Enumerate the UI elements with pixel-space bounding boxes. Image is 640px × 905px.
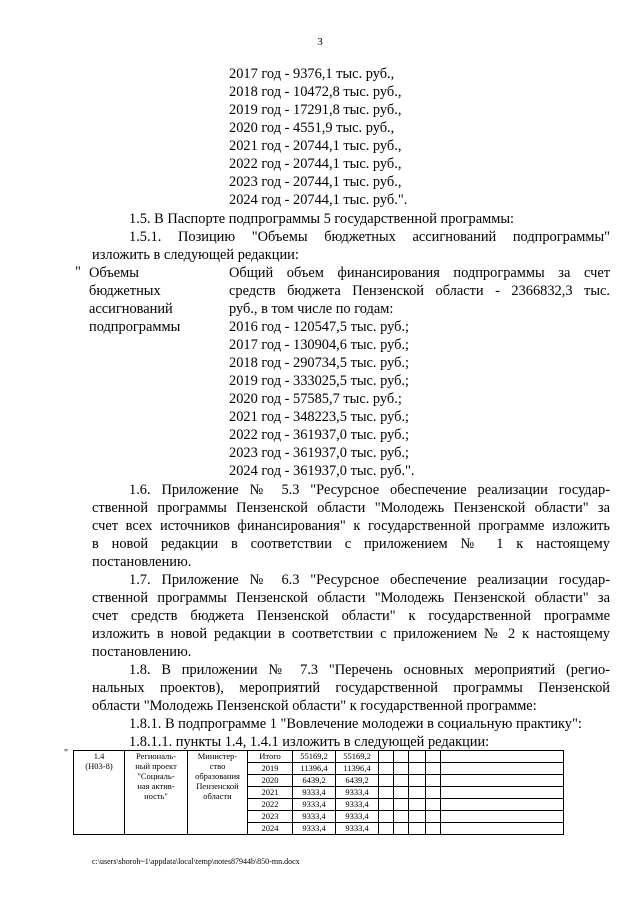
value-cell: 55169,2 (336, 751, 379, 763)
value-cell: 9333,4 (336, 811, 379, 823)
paragraph-1-7-line: ственной программы Пензенской области "Молодежь Пензенской области" за (92, 590, 610, 606)
quote-mark: " (75, 264, 81, 280)
funding-year-line: 2024 год - 20744,1 тыс. руб.". (229, 192, 408, 208)
value-cell: 11396,4 (293, 763, 336, 775)
paragraph-1-7-line: изложить в новой редакции в соответствии с приложением № 2 к настоящему (92, 626, 610, 642)
year-cell: 2019 (248, 763, 293, 775)
paragraph-1-6-line: счет всех источников финансирования" к государственной программе изложить (92, 518, 610, 534)
year-cell: 2021 (248, 787, 293, 799)
year-cell: 2020 (248, 775, 293, 787)
activities-table (73, 750, 564, 835)
executor-cell: Министер- ство образования Пензенской области (188, 751, 248, 835)
value-cell: 6439,2 (336, 775, 379, 787)
position-text-line: средств бюджета Пензенской области - 2366832,3 тыс. (229, 283, 610, 299)
value-cell: 9333,4 (293, 799, 336, 811)
project-cell: Региональ- ный проект "Социаль- ная актив- ность" (125, 751, 188, 835)
position-label-line: подпрограммы (89, 319, 181, 335)
value-cell: 55169,2 (293, 751, 336, 763)
value-cell: 6439,2 (293, 775, 336, 787)
position-year-line: 2017 год - 130904,6 тыс. руб.; (229, 337, 410, 353)
value-cell: 9333,4 (293, 823, 336, 835)
position-label-line: ассигнований (89, 301, 173, 317)
value-cell: 9333,4 (336, 799, 379, 811)
table-quote-mark: " (64, 748, 69, 759)
paragraph-1-6-line: ственной программы Пензенской области "Молодежь Пензенской области" за (92, 500, 610, 516)
paragraph-1-7-line: 1.7. Приложение № 6.3 "Ресурсное обеспечение реализации государ- (129, 572, 610, 588)
year-cell: 2024 (248, 823, 293, 835)
value-cell: 11396,4 (336, 763, 379, 775)
paragraph-1-8-line: 1.8. В приложении № 7.3 "Перечень основных мероприятий (регио- (129, 662, 610, 678)
value-cell: 9333,4 (336, 823, 379, 835)
value-cell: 9333,4 (336, 787, 379, 799)
position-year-line: 2018 год - 290734,5 тыс. руб.; (229, 355, 410, 371)
paragraph-1-7-line: постановлению. (92, 644, 192, 660)
paragraph-1-6-line: 1.6. Приложение № 5.3 "Ресурсное обеспечение реализации государ- (129, 482, 610, 498)
funding-year-line: 2023 год - 20744,1 тыс. руб., (229, 174, 402, 190)
funding-year-line: 2018 год - 10472,8 тыс. руб., (229, 84, 402, 100)
year-cell: Итого (248, 751, 293, 763)
position-year-line: 2023 год - 361937,0 тыс. руб.; (229, 445, 410, 461)
position-year-line: 2020 год - 57585,7 тыс. руб.; (229, 391, 402, 407)
position-text-line: Общий объем финансирования подпрограммы за счет (229, 265, 610, 281)
file-path-footer: c:\users\shoroh~1\appdata\local\temp\notes87944b\850-mn.docx (92, 857, 300, 866)
position-label-line: бюджетных (89, 283, 161, 299)
funding-year-line: 2021 год - 20744,1 тыс. руб., (229, 138, 402, 154)
paragraph-1-5-1-line: изложить в следующей редакции: (92, 247, 299, 263)
funding-year-line: 2020 год - 4551,9 тыс. руб., (229, 120, 395, 136)
paragraph-1-8-line: области "Молодежь Пензенской области" к государственной программе: (92, 698, 537, 714)
value-cell: 9333,4 (293, 811, 336, 823)
funding-year-line: 2022 год - 20744,1 тыс. руб., (229, 156, 402, 172)
year-cell: 2022 (248, 799, 293, 811)
item-number-cell: 1.4 (Н03-8) (74, 751, 125, 835)
year-cell: 2023 (248, 811, 293, 823)
funding-year-line: 2019 год - 17291,8 тыс. руб., (229, 102, 402, 118)
paragraph-1-6-line: постановлению. (92, 554, 192, 570)
paragraph-1-8-1: 1.8.1. В подпрограмме 1 "Вовлечение молодежи в социальную практику": (129, 716, 582, 732)
position-year-line: 2022 год - 361937,0 тыс. руб.; (229, 427, 410, 443)
paragraph-1-8-1-1: 1.8.1.1. пункты 1.4, 1.4.1 изложить в следующей редакции: (129, 734, 490, 750)
value-cell: 9333,4 (293, 787, 336, 799)
position-year-line: 2019 год - 333025,5 тыс. руб.; (229, 373, 410, 389)
paragraph-1-8-line: нальных проектов), мероприятий государственной программы Пензенской (92, 680, 610, 696)
paragraph-1-5: 1.5. В Паспорте подпрограммы 5 государственной программы: (129, 211, 514, 227)
table-row (74, 751, 564, 763)
paragraph-1-5-1-line: 1.5.1. Позицию "Объемы бюджетных ассигнований подпрограммы" (129, 229, 610, 245)
position-text-line: руб., в том числе по годам: (229, 301, 394, 317)
position-label-line: Объемы (89, 265, 139, 281)
paragraph-1-7-line: счет средств бюджета Пензенской области" к государственной программе (92, 608, 610, 624)
position-year-line: 2021 год - 348223,5 тыс. руб.; (229, 409, 410, 425)
page-number: 3 (317, 36, 323, 48)
funding-year-line: 2017 год - 9376,1 тыс. руб., (229, 66, 395, 82)
paragraph-1-6-line: в новой редакции в соответствии с приложением № 1 к настоящему (92, 536, 610, 552)
position-year-line: 2016 год - 120547,5 тыс. руб.; (229, 319, 410, 335)
position-year-line: 2024 год - 361937,0 тыс. руб.". (229, 463, 415, 479)
